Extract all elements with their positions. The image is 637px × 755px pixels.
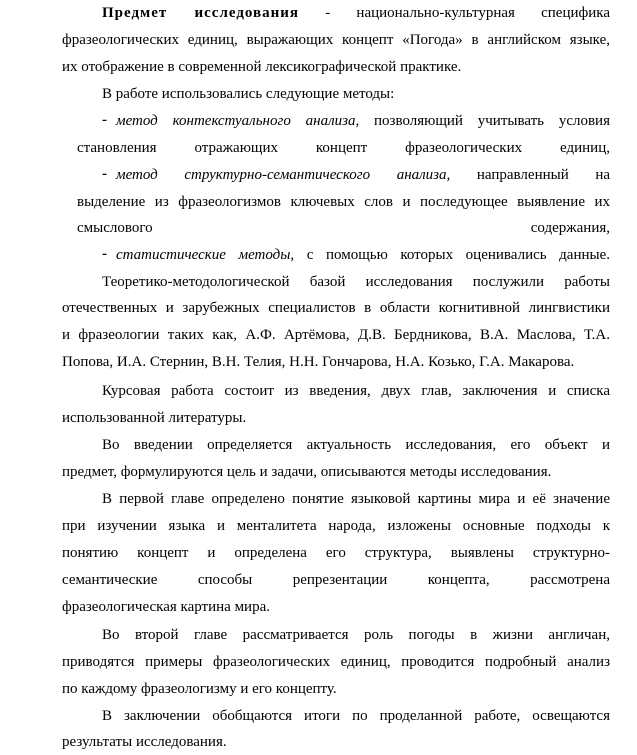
intro-line-1-rest: - национально-культурная специфика xyxy=(299,5,610,21)
intro-line-2: фразеологических единиц, выражающих концепт «Погода» в английском языке, xyxy=(62,32,610,48)
method-2-line-2: выделение из фразеологизмов ключевых слов и последующее выявление их xyxy=(77,194,610,210)
intro-line-1 xyxy=(102,3,610,23)
method-2-rest: направленный на xyxy=(450,167,610,183)
p5-line-3: по каждому фразеологизму и его концепту. xyxy=(62,681,337,697)
p4-line-3: понятию концепт и определена его структура, выявлены структурно- xyxy=(62,545,610,561)
method-2-line-3: смыслового содержания, xyxy=(77,220,610,236)
p6-line-2: результаты исследования. xyxy=(62,734,227,750)
method-1-line-2: становления отражающих концепт фразеологических единиц, xyxy=(77,140,610,156)
method-3-dash: - xyxy=(102,246,107,262)
method-3-italic: статистические методы xyxy=(116,247,291,263)
method-2-dash: - xyxy=(102,166,107,182)
p1-line-4: Попова, И.А. Стернин, В.Н. Телия, Н.Н. Гончарова, Н.А. Козько, Г.А. Макарова. xyxy=(62,354,575,370)
p4-line-1: В первой главе определено понятие языковой картины мира и её значение xyxy=(102,491,610,507)
method-1-rest: позволяющий учитывать условия xyxy=(359,113,610,129)
method-1-line-1 xyxy=(116,111,610,131)
p4-line-2: при изучении языка и менталитета народа, изложены основные подходы к xyxy=(62,518,610,534)
method-3-line-1 xyxy=(116,245,610,265)
p1-line-2: отечественных и зарубежных специалистов в области когнитивной лингвистики xyxy=(62,300,610,316)
p1-line-3: и фразеологии таких как, А.Ф. Артёмова, Д.В. Бердникова, В.А. Маслова, Т.А. xyxy=(62,327,610,343)
p2-line-2: использованной литературы. xyxy=(62,410,247,426)
p3-line-1: Во введении определяется актуальность исследования, его объект и xyxy=(102,437,610,453)
method-2-italic: метод структурно-семантического анализа, xyxy=(116,167,451,183)
p4-line-4: семантические способы репрезентации концепта, рассмотрена xyxy=(62,572,610,588)
method-3-rest: , с помощью которых оценивались данные. xyxy=(290,247,610,263)
intro-bold-lead: Предмет исследования xyxy=(102,5,300,21)
method-1-italic: метод контекстуального анализа, xyxy=(116,113,360,129)
p1-line-1: Теоретико-методологической базой исследования послужили работы xyxy=(102,274,610,290)
methods-heading: В работе использовались следующие методы: xyxy=(102,86,395,102)
p4-line-5: фразеологическая картина мира. xyxy=(62,599,270,615)
p5-line-2: приводятся примеры фразеологических единиц, проводится подробный анализ xyxy=(62,654,610,670)
method-1-dash: - xyxy=(102,112,107,128)
p2-line-1: Курсовая работа состоит из введения, двух глав, заключения и списка xyxy=(102,383,610,399)
p3-line-2: предмет, формулируются цель и задачи, описываются методы исследования. xyxy=(62,464,552,480)
p5-line-1: Во второй главе рассматривается роль погоды в жизни англичан, xyxy=(102,627,610,643)
intro-line-3: их отображение в современной лексикографической практике. xyxy=(62,59,462,75)
method-2-line-1 xyxy=(116,165,610,185)
p6-line-1: В заключении обобщаются итоги по проделанной работе, освещаются xyxy=(102,708,610,724)
